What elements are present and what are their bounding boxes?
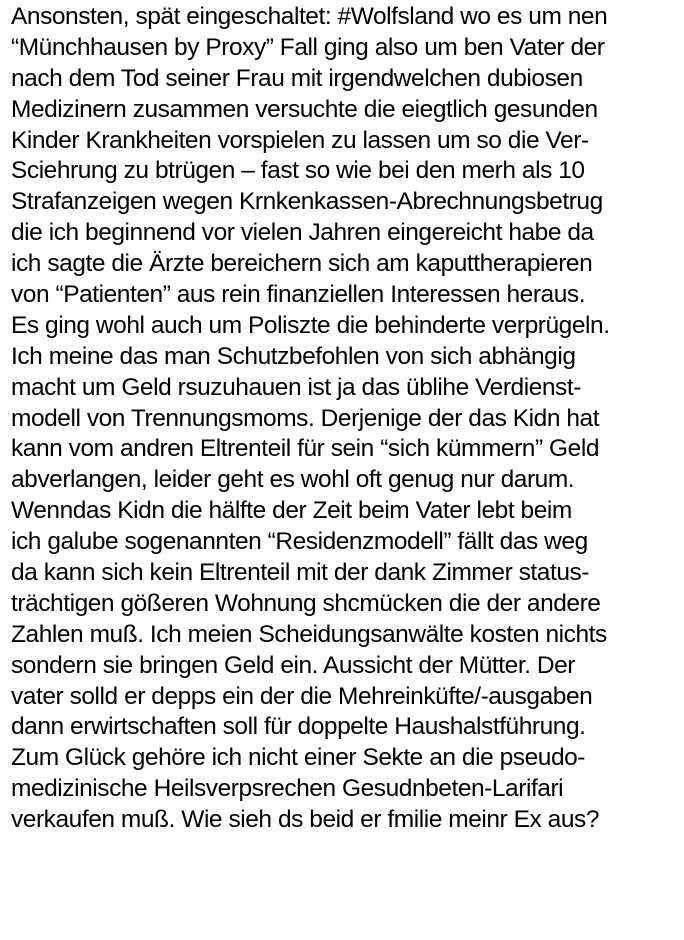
text-line: Sciehrung zu btrügen – fast so wie bei den merh als 10: [11, 157, 585, 185]
text-line: trächtigen gößeren Wohnung shcmücken die der andere: [11, 589, 601, 617]
text-line: Zahlen muß. Ich meien Scheidungsanwälte kosten nichts: [11, 620, 607, 648]
text-line: ich galube sogenannten “Residenzmodell” fällt das weg: [11, 528, 588, 556]
text-line: medizinische Heilsverpsrechen Gesudnbeten-Larifari: [11, 775, 564, 803]
text-line: kann vom andren Eltrenteil für sein “sich kümmern” Geld: [11, 435, 600, 463]
text-line: abverlangen, leider geht es wohl oft genug nur darum.: [11, 466, 575, 494]
text-line: Es ging wohl auch um Poliszte die behinderte verprügeln.: [11, 311, 610, 339]
text-line: Strafanzeigen wegen Krnkenkassen-Abrechnungsbetrug: [11, 188, 603, 216]
body-text: [11, 2, 681, 836]
text-line: Zum Glück gehöre ich nicht einer Sekte an die pseudo-: [11, 744, 586, 772]
text-line: dann erwirtschaften soll für doppelte Haushalstführung.: [11, 713, 586, 741]
text-line: Kinder Krankheiten vorspielen zu lassen um so die Ver-: [11, 126, 589, 154]
text-line: von “Patienten” aus rein finanziellen Interessen heraus.: [11, 281, 586, 309]
text-line: macht um Geld rsuzuhauen ist ja das üblihe Verdienst-: [11, 373, 581, 401]
text-line: Medizinern zusammen versuchte die eiegtlich gesunden: [11, 95, 598, 123]
text-line: ich sagte die Ärzte bereichern sich am kaputtherapieren: [11, 250, 593, 278]
text-line: die ich beginnend vor vielen Jahren eingereicht habe da: [11, 219, 594, 247]
text-line: sondern sie bringen Geld ein. Aussicht der Mütter. Der: [11, 651, 576, 679]
text-line: Ansonsten, spät eingeschaltet: #Wolfsland wo es um nen: [11, 3, 608, 30]
text-line: da kann sich kein Eltrenteil mit der dank Zimmer status-: [11, 559, 590, 587]
text-line: vater solld er depps ein der die Mehreinküfte/-ausgaben: [11, 682, 593, 710]
text-line: Wenndas Kidn die hälfte der Zeit beim Vater lebt beim: [11, 497, 572, 525]
text-line: verkaufen muß. Wie sieh ds beid er fmilie meinr Ex aus?: [11, 806, 599, 834]
text-line: “Münchhausen by Proxy” Fall ging also um ben Vater der: [11, 33, 605, 61]
text-line: Ich meine das man Schutzbefohlen von sich abhängig: [11, 342, 576, 370]
text-line: modell von Trennungsmoms. Derjenige der das Kidn hat: [11, 404, 600, 432]
text-line: nach dem Tod seiner Frau mit irgendwelchen dubiosen: [11, 64, 583, 92]
